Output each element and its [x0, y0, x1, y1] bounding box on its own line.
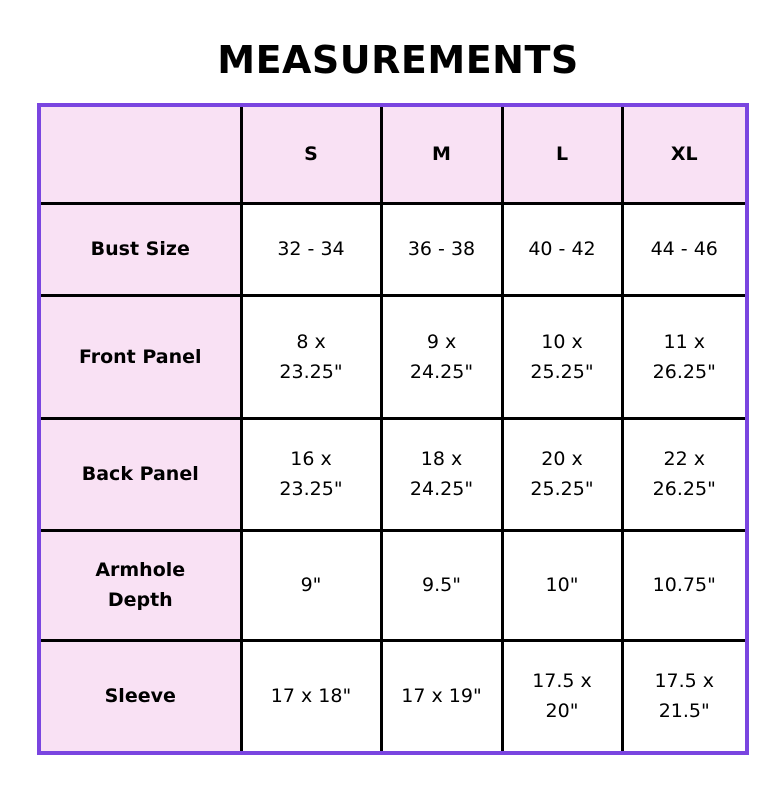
- table-cell: 17.5 x 20": [502, 640, 622, 751]
- table-cell: 11 x 26.25": [622, 295, 745, 418]
- table-cell: 8 x 23.25": [241, 295, 381, 418]
- corner-cell: [41, 107, 241, 203]
- table-cell: 10": [502, 530, 622, 640]
- table-row: [41, 640, 745, 751]
- table-row: [41, 203, 745, 295]
- table-cell: 18 x 24.25": [381, 418, 502, 530]
- table-cell: 16 x 23.25": [241, 418, 381, 530]
- table-cell: 9 x 24.25": [381, 295, 502, 418]
- table-cell: 10 x 25.25": [502, 295, 622, 418]
- measurements-table: [41, 107, 745, 751]
- page-title: MEASUREMENTS: [217, 38, 579, 82]
- header-row: [41, 107, 745, 203]
- table-cell: 9.5": [381, 530, 502, 640]
- table-row: [41, 530, 745, 640]
- table-cell: 10.75": [622, 530, 745, 640]
- table-row: [41, 418, 745, 530]
- column-header-l: L: [502, 107, 622, 203]
- row-label-front-panel: Front Panel: [41, 295, 241, 418]
- column-header-xl: XL: [622, 107, 745, 203]
- table-cell: 36 - 38: [381, 203, 502, 295]
- table-cell: 17.5 x 21.5": [622, 640, 745, 751]
- row-label-armhole-depth: Armhole Depth: [41, 530, 241, 640]
- table-cell: 32 - 34: [241, 203, 381, 295]
- table-cell: 20 x 25.25": [502, 418, 622, 530]
- row-label-back-panel: Back Panel: [41, 418, 241, 530]
- row-label-bust-size: Bust Size: [41, 203, 241, 295]
- table-cell: 17 x 18": [241, 640, 381, 751]
- table-cell: 44 - 46: [622, 203, 745, 295]
- row-label-sleeve: Sleeve: [41, 640, 241, 751]
- table-row: [41, 295, 745, 418]
- table-cell: 9": [241, 530, 381, 640]
- table-cell: 22 x 26.25": [622, 418, 745, 530]
- column-header-s: S: [241, 107, 381, 203]
- measurements-table-frame: [37, 103, 749, 755]
- table-cell: 17 x 19": [381, 640, 502, 751]
- column-header-m: M: [381, 107, 502, 203]
- table-cell: 40 - 42: [502, 203, 622, 295]
